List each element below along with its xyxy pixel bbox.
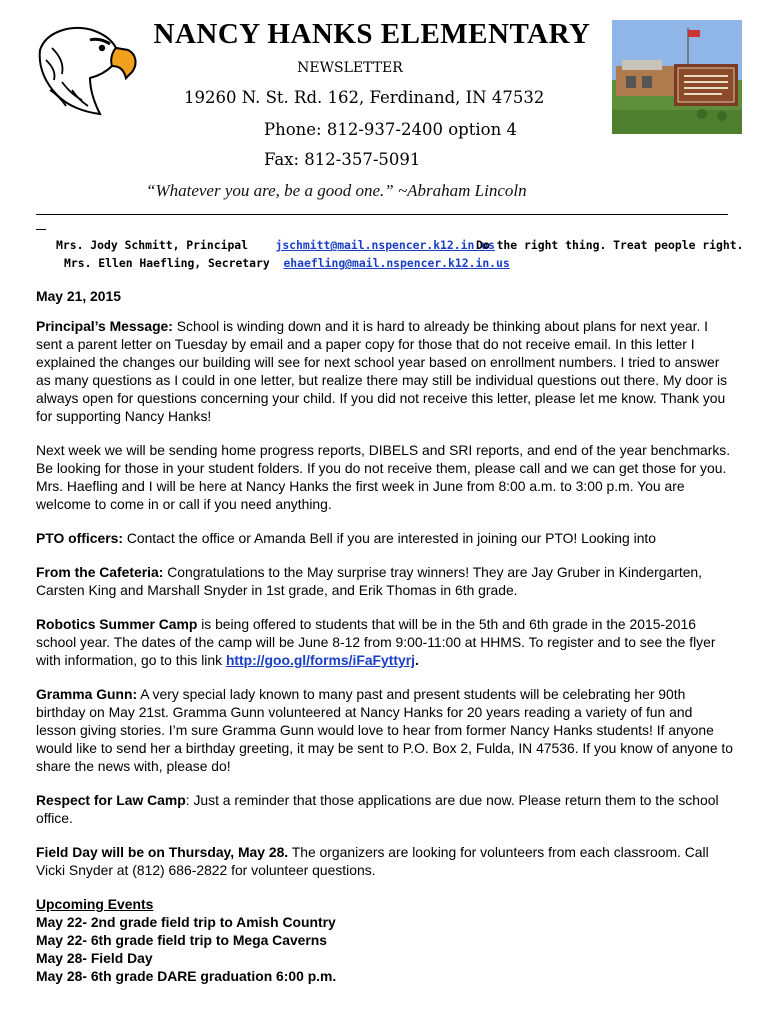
robotics-end: . [415, 652, 419, 668]
newsletter-body [36, 287, 736, 985]
header-divider [36, 214, 728, 215]
robotics-registration-link[interactable]: http://goo.gl/forms/iFaFyttyrj [225, 652, 415, 668]
school-fax: Fax: 812-357-5091 [264, 150, 421, 169]
newsletter-date: May 21, 2015 [36, 288, 121, 304]
gramma-gunn-paragraph [36, 685, 736, 775]
school-phone: Phone: 812-937-2400 option 4 [264, 120, 517, 139]
school-name-title: NANCY HANKS ELEMENTARY [153, 18, 591, 50]
next-week-paragraph: Next week we will be sending home progress reports, DIBELS and SRI reports, and end of the year benchmarks. Be looking for those in your student folders. If you do not receive them, please call and we can get those for you. Mrs. Haefling and I will be here at Nancy Hanks the first week in June from 8:00 a.m. to 3:00 p.m. You are welcome to come in or call if you need anything. [36, 442, 731, 512]
event-item: May 22- 2nd grade field trip to Amish Country [36, 914, 336, 930]
principal-contact-line [56, 238, 495, 252]
secretary-name: Mrs. Ellen Haefling, Secretary [64, 256, 270, 270]
event-item: May 28- Field Day [36, 950, 153, 966]
event-item: May 28- 6th grade DARE graduation 6:00 p.m. [36, 968, 337, 984]
lincoln-quote: “Whatever you are, be a good one.” ~Abraham Lincoln [146, 181, 527, 200]
secretary-contact-line [64, 256, 510, 270]
secretary-email-link[interactable]: ehaefling@mail.nspencer.k12.in.us [283, 256, 510, 270]
cafeteria-text: Congratulations to the May surprise tray winners! They are Jay Gruber in Kindergarten, Carsten King and Marshall Snyder in 1st grade, and Erik Thomas in 6th grade. [36, 564, 703, 598]
law-camp-label: Respect for Law Camp [36, 792, 186, 808]
law-camp-paragraph [36, 791, 736, 827]
pto-text: Contact the office or Amanda Bell if you are interested in joining our PTO! Looking into [126, 530, 657, 546]
header-divider-stub [36, 229, 46, 230]
principal-name: Mrs. Jody Schmitt, Principal [56, 238, 249, 252]
principal-message-label: Principal’s Message: [36, 318, 173, 334]
field-day-paragraph [36, 843, 736, 879]
law-camp-text: : Just a reminder that those applications are due now. Please return them to the school office. [36, 792, 719, 826]
pto-label: PTO officers: [36, 530, 123, 546]
field-day-label: Field Day will be on Thursday, May 28. [36, 844, 289, 860]
principal-message-text: School is winding down and it is hard to already be thinking about plans for next year. I sent a parent letter on Tuesday by email and a paper copy for those that do not receive email. In this letter I explained the changes our building will see for next school year based on enrollment numbers. I tried to answer as many questions as I could in one letter, but realize there may still be individual questions out there. My door is always open for questions concerning your child. If you did not receive this letter, please let me know. Thank you for supporting Nancy Hanks! [36, 318, 728, 424]
robotics-label: Robotics Summer Camp [36, 616, 198, 632]
gramma-gunn-text: A very special lady known to many past and present students will be celebrating her 90th birthday on May 21st. Gramma Gunn volunteered at Nancy Hanks for 20 years reading a variety of fun and lesson giving stories. I’m sure Gramma Gunn would love to hear from former Nancy Hanks students! If anyone would like to send her a birthday greeting, it may be sent to P.O. Box 2, Fulda, IN 47536. If you know of anyone to share the news with, please do! [36, 686, 733, 774]
cafeteria-paragraph [36, 563, 736, 599]
newsletter-label: NEWSLETTER [297, 60, 403, 76]
cafeteria-label: From the Cafeteria: [36, 564, 164, 580]
pto-paragraph [36, 529, 736, 547]
gramma-gunn-label: Gramma Gunn: [36, 686, 138, 702]
event-item: May 22- 6th grade field trip to Mega Caverns [36, 932, 328, 948]
school-address: 19260 N. St. Rd. 162, Ferdinand, IN 47532 [184, 88, 545, 107]
principal-message [36, 317, 736, 425]
robotics-paragraph [36, 615, 736, 669]
school-motto: Do the right thing. Treat people right. [476, 238, 744, 252]
field-day-text: The organizers are looking for volunteers from each classroom. Call Vicki Snyder at (812) 686-2822 for volunteer questions. [36, 844, 709, 878]
principal-email-link[interactable]: jschmitt@mail.nspencer.k12.in.us [275, 238, 495, 252]
upcoming-events-heading: Upcoming Events [36, 896, 154, 912]
robotics-text: is being offered to students that will be in the 5th and 6th grade in the 2015-2016 school year. The dates of the camp will be June 8-12 from 9:00-11:00 at HHMS. To register and to see the flyer with information, go to this link [36, 616, 716, 668]
